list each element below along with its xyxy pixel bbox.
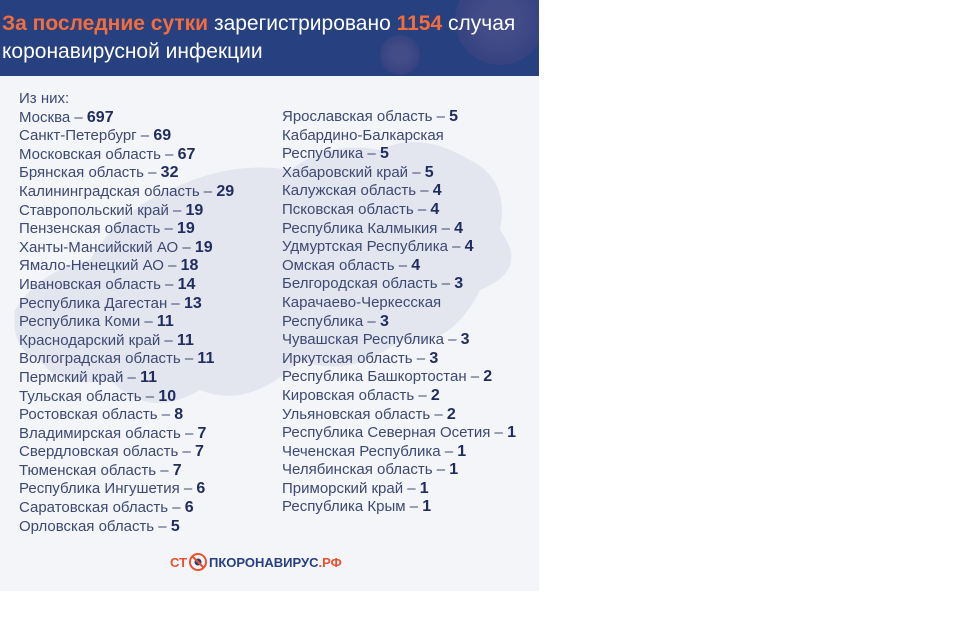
region-row [19, 109, 234, 128]
region-row [282, 238, 516, 257]
case-count: 69 [153, 127, 172, 145]
case-count: 2 [430, 386, 440, 404]
region-name: Приморский край – [282, 479, 416, 497]
region-row [282, 145, 516, 164]
region-row [282, 313, 516, 332]
region-row [19, 499, 234, 518]
case-count: 3 [454, 275, 464, 293]
region-name: Челябинская область – [282, 461, 446, 479]
region-row [19, 425, 234, 444]
case-count: 3 [429, 349, 439, 367]
region-name: Республика Коми – [19, 313, 153, 331]
case-count: 5 [449, 108, 459, 125]
region-row [19, 276, 234, 295]
region-name: Ростовская область – [19, 406, 171, 424]
region-name: Калужская область – [282, 182, 429, 200]
headline-highlight: За последние сутки [2, 12, 209, 35]
region-name: Чеченская Республика – [282, 442, 454, 460]
case-count: 1 [507, 424, 516, 442]
stop-virus-logo-icon [188, 552, 208, 572]
logo-text-1: СТ [170, 554, 188, 570]
region-row [19, 388, 234, 407]
region-row [19, 295, 234, 314]
region-name: Кировская область – [282, 386, 427, 404]
region-name: Краснодарский край – [19, 331, 173, 349]
region-name: Калининградская область – [19, 182, 213, 200]
case-count: 11 [156, 313, 174, 331]
region-name: Орловская область – [19, 517, 167, 535]
region-row [19, 406, 234, 425]
region-row [282, 127, 516, 146]
case-count: 10 [158, 387, 177, 405]
case-count: 11 [197, 350, 215, 368]
region-name: Свердловская область – [19, 443, 191, 461]
region-name: Республика Дагестан – [19, 294, 180, 312]
region-name: Ставропольский край – [19, 201, 182, 219]
region-name: Ярославская область – [282, 108, 445, 125]
case-count: 14 [177, 275, 196, 293]
stop-coronavirus-logo [170, 552, 342, 572]
right-column [282, 108, 516, 517]
region-name: Кабардино-Балкарская [282, 126, 444, 144]
region-row [19, 350, 234, 369]
region-name: Республика Ингушетия – [19, 480, 193, 498]
region-name: Республика – [282, 312, 376, 330]
region-name: Чувашская Республика – [282, 331, 457, 349]
region-name: Санкт-Петербург – [19, 127, 150, 145]
region-name: Московская область – [19, 145, 174, 163]
region-name: Республика Башкортостан – [282, 368, 480, 386]
region-row [19, 146, 234, 165]
left-column [19, 90, 234, 536]
region-row [19, 257, 234, 276]
headline-text-end: случая [448, 12, 516, 35]
case-count: 7 [195, 443, 204, 461]
logo-text-3: .РФ [318, 554, 342, 570]
region-row [19, 127, 234, 146]
region-name: Карачаево-Черкесская [282, 293, 442, 311]
case-count: 11 [176, 331, 194, 349]
region-name: Хабаровский край – [282, 163, 421, 181]
region-name: Волгоградская область – [19, 350, 194, 368]
region-row [19, 462, 234, 481]
region-row [282, 461, 516, 480]
region-name: Ульяновская область – [282, 405, 443, 423]
case-count: 2 [483, 368, 493, 386]
region-row [282, 406, 516, 425]
case-count: 4 [411, 256, 421, 274]
case-count: 4 [464, 238, 474, 256]
case-count: 2 [446, 405, 456, 423]
region-row [282, 108, 516, 127]
case-count: 11 [140, 368, 157, 386]
case-count: 19 [177, 220, 195, 238]
region-name: Москва – [19, 108, 83, 126]
region-name: Пермский край – [19, 368, 136, 386]
region-name: Брянская область – [19, 164, 157, 182]
headline-text: зарегистрировано [213, 12, 391, 35]
case-count: 1 [449, 461, 459, 479]
case-count: 4 [454, 219, 464, 237]
case-count: 67 [177, 145, 196, 163]
case-count: 5 [424, 163, 434, 181]
case-count: 6 [184, 499, 194, 517]
region-name: Ивановская область – [19, 275, 174, 293]
region-name: Псковская область – [282, 200, 427, 218]
region-row [19, 239, 234, 258]
region-name: Ямало-Ненецкий АО – [19, 257, 177, 275]
region-row [282, 201, 516, 220]
region-row [282, 275, 516, 294]
region-name: Республика Крым – [282, 498, 419, 516]
region-row [19, 183, 234, 202]
region-row [282, 368, 516, 387]
case-count: 3 [379, 312, 389, 330]
case-count: 7 [172, 461, 182, 479]
region-name: Удмуртская Республика – [282, 238, 461, 256]
region-row [19, 313, 234, 332]
region-name: Республика – [282, 145, 376, 163]
region-row [282, 294, 516, 313]
region-row [282, 164, 516, 183]
case-count: 6 [196, 480, 206, 498]
region-name: Иркутская область – [282, 349, 426, 367]
region-row [282, 257, 516, 276]
case-count: 29 [216, 182, 235, 200]
region-name: Республика Калмыкия – [282, 219, 450, 237]
case-count: 13 [183, 294, 202, 312]
region-row [282, 498, 516, 517]
region-row [282, 387, 516, 406]
case-count: 8 [174, 406, 184, 424]
headline-count: 1154 [396, 12, 443, 35]
region-row [19, 332, 234, 351]
region-row [282, 424, 516, 443]
case-count: 1 [457, 442, 467, 460]
region-row [282, 443, 516, 462]
region-row [19, 518, 234, 537]
region-row [19, 164, 234, 183]
intro-label: Из них: [19, 90, 70, 107]
region-name: Белгородская область – [282, 275, 451, 293]
case-count: 4 [432, 182, 442, 200]
virus-icon [380, 35, 420, 75]
region-row [19, 202, 234, 221]
case-count: 697 [86, 108, 114, 126]
case-count: 32 [160, 164, 179, 182]
case-count: 3 [460, 331, 470, 349]
region-row [282, 220, 516, 239]
region-name: Саратовская область – [19, 499, 181, 517]
region-name: Тюменская область – [19, 461, 169, 479]
case-count: 4 [430, 200, 440, 218]
case-count: 1 [422, 498, 432, 516]
case-count: 7 [197, 424, 207, 442]
region-name: Омская область – [282, 256, 408, 274]
case-count: 19 [185, 201, 204, 219]
case-count: 5 [170, 517, 180, 535]
region-name: Республика Северная Осетия – [282, 424, 503, 442]
region-row [282, 331, 516, 350]
region-row [19, 369, 234, 388]
region-row [19, 220, 234, 239]
case-count: 5 [379, 145, 389, 163]
region-name: Пензенская область – [19, 220, 173, 238]
region-name: Владимирская область – [19, 424, 194, 442]
region-row [282, 182, 516, 201]
region-row [19, 480, 234, 499]
case-count: 19 [194, 238, 213, 256]
region-row [282, 480, 516, 499]
logo-text-2: ПКОРОНАВИРУС [209, 554, 319, 570]
region-row [19, 443, 234, 462]
region-row [282, 350, 516, 369]
region-name: Тульская область – [19, 387, 155, 405]
case-count: 1 [419, 479, 429, 497]
header-banner [0, 0, 539, 76]
region-name: Ханты-Мансийский АО – [19, 238, 191, 256]
headline-line-1 [2, 12, 515, 36]
case-count: 18 [180, 257, 199, 275]
headline-line-2: коронавирусной инфекции [2, 40, 263, 63]
